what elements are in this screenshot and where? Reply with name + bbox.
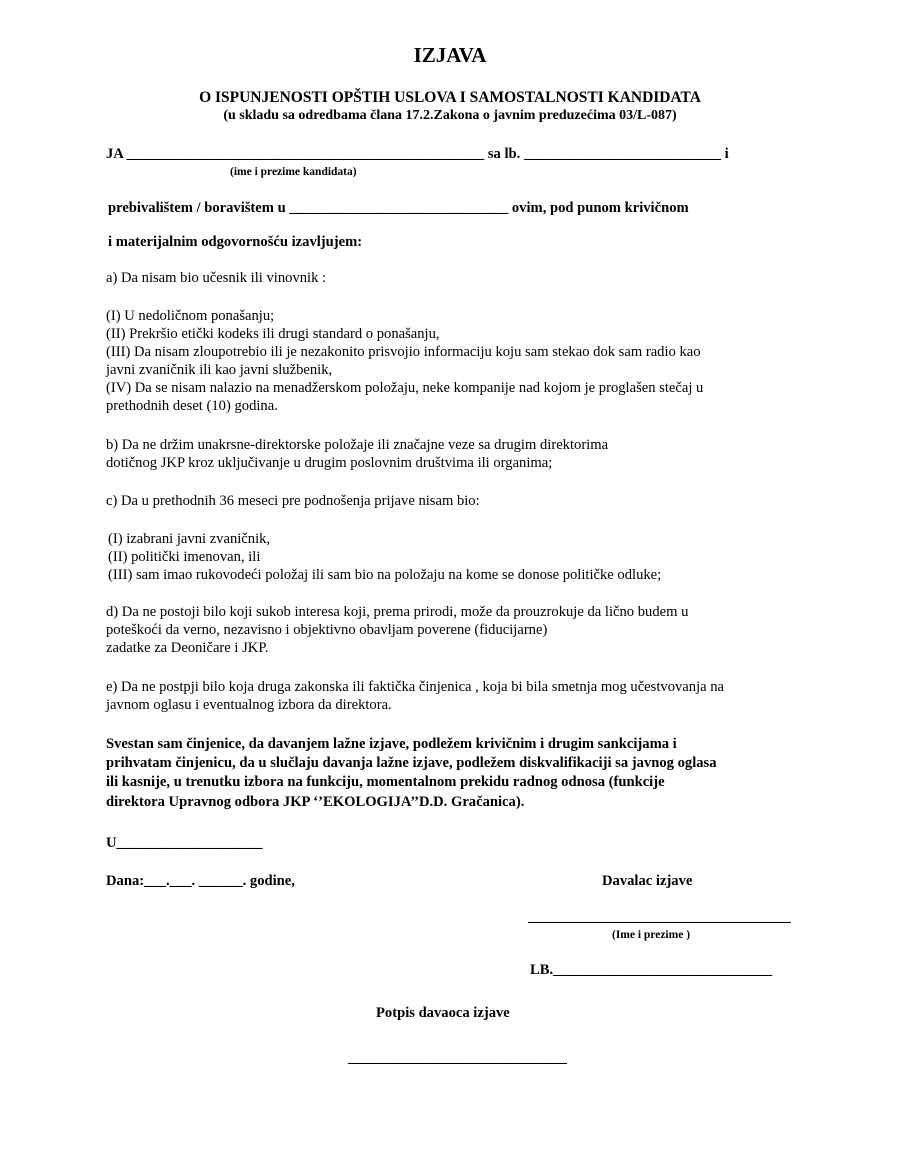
declaration-line: direktora Upravnog odbora JKP ‘’EKOLOGIJA’’D.D. Gračanica).: [106, 794, 525, 810]
issuer-name-field[interactable]: ____________________________________: [528, 909, 791, 925]
intro-responsibility-line: i materijalnim odgovornošću izavljujem:: [108, 234, 363, 250]
issuer-label: Davalac izjave: [602, 873, 693, 889]
section-d-line: d) Da ne postoji bilo koji sukob interesa koji, prema prirodi, može da prouzrokuje da lično budem u: [106, 604, 689, 620]
name-caption: (ime i prezime kandidata): [230, 166, 357, 178]
place-field[interactable]: U____________________: [106, 835, 263, 851]
section-b-line: b) Da ne držim unakrsne-direktorske položaje ili značajne veze sa drugim direktorima: [106, 437, 609, 453]
section-a-item: (II) Prekršio etički kodeks ili drugi standard o ponašanju,: [106, 326, 440, 342]
declaration-line: Svestan sam činjenice, da davanjem lažne izjave, podležem krivičnim i drugim sankcijama i: [106, 736, 677, 752]
intro-residence-line: prebivalištem / boravištem u ______________________________ ovim, pod punom krivičnom: [108, 200, 689, 216]
section-c-item: (II) politički imenovan, ili: [108, 549, 261, 565]
document-subtitle: O ISPUNJENOSTI OPŠTIH USLOVA I SAMOSTALNOSTI KANDIDATA: [199, 89, 701, 106]
section-a-item: prethodnih deset (10) godina.: [106, 398, 278, 414]
signature-label: Potpis davaoca izjave: [376, 1005, 510, 1021]
section-a-item: (III) Da nisam zloupotrebio ili je nezakonito prisvojio informaciju koju sam stekao dok sam radio kao: [106, 344, 701, 360]
section-c-item: (III) sam imao rukovodeći položaj ili sam bio na položaju na kome se donose političke odluke;: [108, 567, 662, 583]
section-a-heading: a) Da nisam bio učesnik ili vinovnik :: [106, 270, 327, 286]
section-a-item: (IV) Da se nisam nalazio na menadžerskom položaju, neke kompanije nad kojom je proglašen stečaj u: [106, 380, 704, 396]
section-a-item: javni zvaničnik ili kao javni službenik,: [106, 362, 333, 378]
section-e-line: e) Da ne postpji bilo koja druga zakonska ili faktička činjenica , koja bi bila smetnja mog učestvovanja na: [106, 679, 725, 695]
section-d-line: poteškoći da verno, nezavisno i objektivno obavljam poverene (fiducijarne): [106, 622, 548, 638]
issuer-name-caption: (Ime i prezime ): [612, 929, 691, 941]
signature-field[interactable]: ______________________________: [348, 1050, 567, 1066]
section-b-line: dotičnog JKP kroz uključivanje u drugim poslovnim društvima ili organima;: [106, 455, 553, 471]
section-d-line: zadatke za Deoničare i JKP.: [106, 640, 269, 656]
intro-name-line: JA _________________________________________________ sa lb. ___________________________ i: [106, 146, 729, 162]
section-e-line: javnom oglasu i eventualnog izbora da direktora.: [106, 697, 392, 713]
section-c-heading: c) Da u prethodnih 36 meseci pre podnošenja prijave nisam bio:: [106, 493, 480, 509]
document-title: IZJAVA: [413, 43, 487, 67]
section-c-item: (I) izabrani javni zvaničnik,: [108, 531, 271, 547]
date-field[interactable]: Dana:___.___. ______. godine,: [106, 873, 295, 889]
legal-basis: (u skladu sa odredbama člana 17.2.Zakona o javnim preduzećima 03/L-087): [223, 108, 677, 123]
section-a-item: (I) U nedoličnom ponašanju;: [106, 308, 275, 324]
declaration-line: prihvatam činjenicu, da u slučlaju davanja lažne izjave, podležem diskvalifikaciji sa javnog oglasa: [106, 755, 717, 771]
declaration-line: ili kasnije, u trenutku izbora na funkciju, momentalnom prekidu radnog odnosa (funkcije: [106, 774, 665, 790]
lb-field[interactable]: LB.______________________________: [530, 962, 773, 978]
